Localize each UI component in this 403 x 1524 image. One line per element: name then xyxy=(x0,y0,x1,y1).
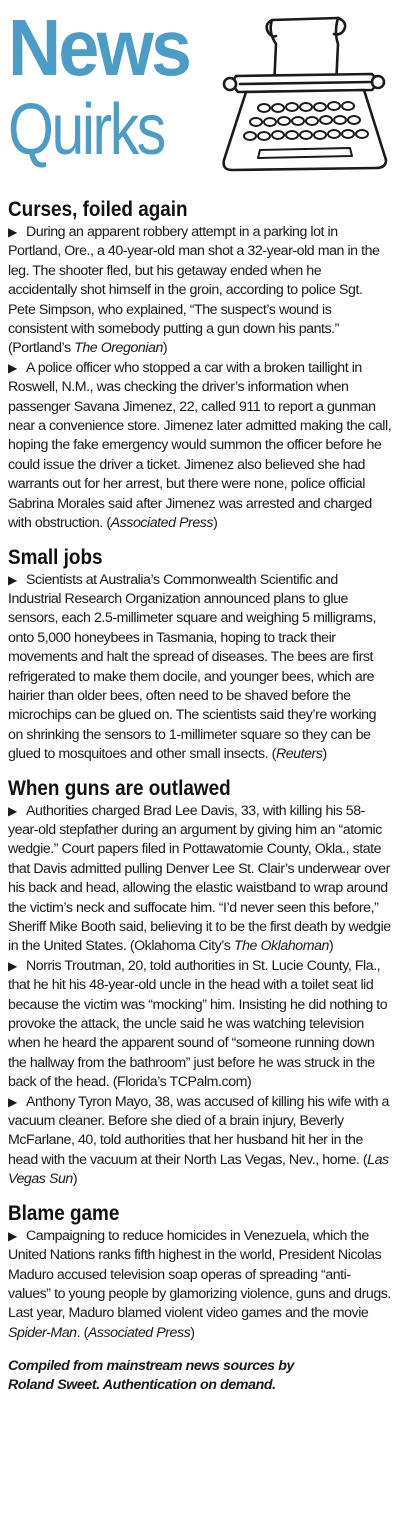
item-text: Norris Troutman, 20, told authorities in St. Lucie County, Fla., that he hit his 48-year-old uncle in the head with a toilet seat lid because the victim was “mocking” him. Insisting he did nothing to provoke the attack, the uncle said he was watching television when he heard the apparent sound of “someone running down the hallway from the bathroom” just before he was struck in the back of the head. xyxy=(8,957,388,1091)
bullet-triangle-icon: ▶ xyxy=(8,1228,17,1243)
masthead xyxy=(8,3,403,184)
item-source: (Oklahoma City’s xyxy=(129,938,234,955)
typewriter-icon xyxy=(216,14,394,174)
item-source-close: ) xyxy=(328,938,334,955)
item-text-after-movie: . xyxy=(76,1324,84,1341)
item-movie-title: Spider-Man xyxy=(8,1324,77,1341)
bullet-triangle-icon: ▶ xyxy=(8,572,17,587)
item-source-close: ) xyxy=(72,1171,78,1188)
item-source-close: ) xyxy=(322,746,327,763)
news-item xyxy=(8,1093,393,1190)
item-source: (Portland’s xyxy=(8,340,75,357)
bullet-triangle-icon: ▶ xyxy=(8,1094,17,1109)
item-text: Campaigning to reduce homicides in Venezuela, which the United Nations ranks fifth highest in the world, President Nicolas Maduro accused television soap operas of spreading “anti-values” to young people by glamorizing violence, guns and drugs. Last year, Maduro blamed violent video games and the movie xyxy=(8,1227,391,1322)
bullet-triangle-icon: ▶ xyxy=(8,803,17,818)
news-item xyxy=(8,957,393,1093)
item-text: During an apparent robbery attempt in a parking lot in Portland, Ore., a 40-year-old man shot a 32-year-old man in the leg. The shooter fled, but his getaway ended when he accidentally shot himself in the groin, according to police Sgt. Pete Simpson, who explained, “The suspect’s wound is consistent with somebody putting a gun down his pants.” xyxy=(8,224,380,338)
item-source-title: Associated Press xyxy=(110,515,214,532)
news-item xyxy=(8,359,393,534)
item-source-title: The Oklahoman xyxy=(233,938,329,955)
item-text: Anthony Tyron Mayo, 38, was accused of killing his wife with a vacuum cleaner. Before she died of a brain injury, Beverly McFarlane, 40, told authorities that her husband hit her in the head with the vacuum at their North Las Vegas, Nev., home. xyxy=(8,1093,389,1168)
item-source-close: ) xyxy=(190,1324,195,1341)
item-text: A police officer who stopped a car with a broken taillight in Roswell, N.M., was checking the driver’s information when passenger Savana Jimenez, 22, called 911 to report a gunman near a convenience store. Jimenez later admitted making the call, hoping the fake emergency would summon the officer before he could issue the driver a ticket. Jimenez also believed she had warrants out for her arrest, but there were none, police official Sabrina Morales said after Jimenez was arrested and charged with obstruction. xyxy=(8,359,392,532)
credit-line-2: Roland Sweet. Authentication on demand. xyxy=(8,1377,276,1394)
news-item xyxy=(8,223,393,359)
item-source-close: ) xyxy=(162,340,168,357)
news-item xyxy=(8,571,393,765)
item-source: (Florida’s TCPalm.com) xyxy=(112,1074,252,1091)
item-source-close: ) xyxy=(213,515,218,532)
item-text: Scientists at Australia’s Commonwealth Scientific and Industrial Research Organization announced plans to glue sensors, each 2.5-millimeter square and weighing 5 milligrams, onto 5,000 honeybees in Tasmania, hoping to track their movements and halt the spread of diseases. The bees are first refrigerated to make them docile, and younger bees, which are hairier than older bees, often need to be shaved before the microchips can be glued on. The scientists said they’re working on shrinking the sensors to 1-millimeter square so they can be glued to mosquitoes and other small insects. xyxy=(8,571,377,763)
item-source-title: The Oregonian xyxy=(74,340,163,357)
item-source: ( xyxy=(106,515,111,532)
item-source-title: Reuters xyxy=(275,746,323,763)
masthead-news: News xyxy=(8,3,190,92)
bullet-triangle-icon: ▶ xyxy=(8,958,17,973)
item-source: ( xyxy=(83,1324,88,1341)
section-blame-game xyxy=(8,1202,393,1343)
section-heading: Blame game xyxy=(8,1201,120,1225)
item-source: ( xyxy=(362,1151,368,1168)
item-source-title: Associated Press xyxy=(87,1324,191,1341)
item-source-title: Las Vegas Sun xyxy=(8,1151,389,1188)
masthead-quirks: Quirks xyxy=(8,90,164,170)
news-item xyxy=(8,802,393,957)
section-when-guns-are-outlawed xyxy=(8,777,393,1190)
item-source: ( xyxy=(271,746,276,763)
article-body xyxy=(8,198,393,1395)
section-heading: Curses, foiled again xyxy=(8,198,188,221)
credit-line-1: Compiled from mainstream news sources by xyxy=(8,1358,294,1375)
section-heading: When guns are outlawed xyxy=(8,776,231,800)
bullet-triangle-icon: ▶ xyxy=(8,360,17,375)
credit-line xyxy=(8,1357,393,1395)
section-heading: Small jobs xyxy=(8,545,103,569)
item-text: Authorities charged Brad Lee Davis, 33, with killing his 58-year-old stepfather during an argument by giving him an “atomic wedgie.” Court papers filed in Pottawatomie County, Okla., state that Davis admitted pulling Denver Lee St. Clair’s underwear over his back and head, allowing the elastic waistband to wrap around the victim’s neck and suffocate him. “I’d never seen this before,” Sheriff Mike Booth said, believing it to be the first death by wedgie in the United States. xyxy=(8,802,391,955)
section-small-jobs xyxy=(8,546,393,765)
bullet-triangle-icon: ▶ xyxy=(8,225,17,239)
section-curses-foiled-again xyxy=(8,198,393,534)
news-item xyxy=(8,1227,393,1343)
